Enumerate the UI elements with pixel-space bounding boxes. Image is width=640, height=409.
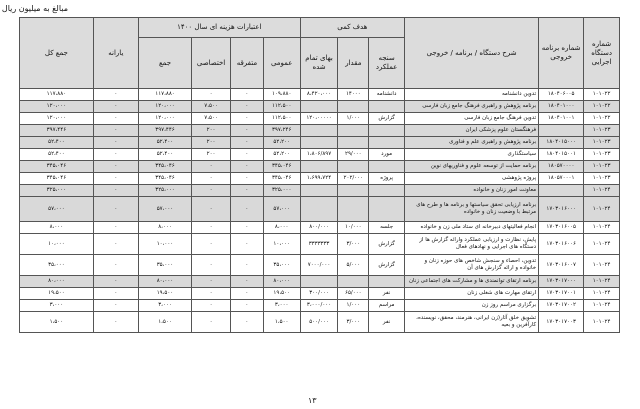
cell-misc: ۰ (231, 149, 264, 161)
cell-special: ۰ (192, 222, 231, 234)
col-credits-group: اعتبارات هزینه ای سال ۱۴۰۰ (138, 18, 300, 38)
cell-measure: گزارش (369, 255, 405, 276)
cell-subsidy: ۰ (93, 101, 138, 113)
cell-subsidy: ۰ (93, 222, 138, 234)
cell-special: ۷،۵۰۰ (192, 101, 231, 113)
cell-total: ۸۰،۰۰۰ (20, 276, 94, 288)
cell-program-code: ۱۸۰۴۰۱۰۰۱ (539, 113, 584, 125)
cell-quantity: ۳/۰۰۰ (338, 312, 369, 333)
cell-general: ۳،۰۰۰ (263, 300, 300, 312)
cell-exec-code: ۱۰۱۰۲۳ (584, 137, 620, 149)
cell-quantity: ۳/۰۰۰ (338, 234, 369, 255)
cell-special: ۰ (192, 312, 231, 333)
cell-special: ۰ (192, 161, 231, 173)
cell-subsidy: ۰ (93, 149, 138, 161)
cell-total: ۳۹۷،۴۴۶ (20, 125, 94, 137)
cell-description: برنامه حمایت از توسعه علوم و فناوریهای نوین (405, 161, 539, 173)
cell-measure: دانشنامه (369, 89, 405, 101)
cell-total: ۱۰،۰۰۰ (20, 234, 94, 255)
cell-misc: ۰ (231, 255, 264, 276)
cell-total: ۳۵،۰۰۰ (20, 255, 94, 276)
cell-measure (369, 101, 405, 113)
cell-quantity: ۱/۰۰۰ (338, 113, 369, 125)
cell-special: ۰ (192, 234, 231, 255)
col-target-group: هدف کمی (300, 18, 404, 38)
cell-program-code: ۱۸۰۴۰۶۰۰۵ (539, 89, 584, 101)
cell-exec-code: ۱۰۱۰۲۳ (584, 173, 620, 185)
cell-exec-code: ۱۰۱۰۲۴ (584, 312, 620, 333)
cell-description: برنامه پژوهش و راهبری علم و فناوری (405, 137, 539, 149)
cell-misc: ۰ (231, 101, 264, 113)
cell-program-code: ۱۸۰۵۷۰۰۰۰ (539, 161, 584, 173)
cell-special: ۰ (192, 89, 231, 101)
cell-exec-code: ۱۰۱۰۲۴ (584, 185, 620, 197)
table-row (20, 222, 620, 234)
cell-measure (369, 137, 405, 149)
cell-general: ۱۰۹،۸۸۰ (263, 89, 300, 101)
cell-quantity (338, 276, 369, 288)
table-row (20, 300, 620, 312)
cell-description: برگزاری مراسم روز زن (405, 300, 539, 312)
cell-measure (369, 161, 405, 173)
cell-misc: ۰ (231, 288, 264, 300)
cell-unit-cost (300, 137, 338, 149)
cell-description: انجام فعالیتهای دبیرخانه ای ستاد ملی زن و خانواده (405, 222, 539, 234)
cell-total: ۱۲۰،۰۰۰ (20, 101, 94, 113)
table-row (20, 161, 620, 173)
cell-sum: ۱۲۰،۰۰۰ (138, 101, 191, 113)
cell-measure: مورد (369, 149, 405, 161)
cell-quantity (338, 197, 369, 222)
cell-special: ۰ (192, 276, 231, 288)
cell-sum: ۱۹،۵۰۰ (138, 288, 191, 300)
cell-unit-cost: ۱۲۰،۰۰۰۰۰ (300, 113, 338, 125)
cell-exec-code: ۱۰۱۰۲۴ (584, 255, 620, 276)
cell-subsidy: ۰ (93, 113, 138, 125)
cell-general: ۵۲،۲۰۰ (263, 149, 300, 161)
cell-special: ۰ (192, 197, 231, 222)
cell-description: پایش، نظارت و ارزیابی عملکرد وارائه گزارش ها از دستگاه های اجرایی و نهادهای فعال (405, 234, 539, 255)
cell-unit-cost: ۱،۶۹۹،۷۲۴ (300, 173, 338, 185)
cell-total: ۵۷،۰۰۰ (20, 197, 94, 222)
cell-description: تدوین فرهنگ جامع زبان فارسی (405, 113, 539, 125)
cell-measure: نفر (369, 288, 405, 300)
cell-description: برنامه ارزیابی تحقق سیاستها و برنامه ها و طرح های مرتبط با وضعیت زنان و خانواده (405, 197, 539, 222)
cell-description: پروژه پژوهشی (405, 173, 539, 185)
cell-sum: ۵۲،۴۰۰ (138, 137, 191, 149)
cell-unit-cost (300, 197, 338, 222)
cell-program-code: ۱۷۰۳۰۱۷۰۰۳ (539, 312, 584, 333)
cell-subsidy: ۰ (93, 89, 138, 101)
cell-measure: جلسه (369, 222, 405, 234)
col-program-code: شماره برنامه خروجی (539, 18, 584, 89)
table-row (20, 125, 620, 137)
cell-measure (369, 185, 405, 197)
cell-description: برنامه ارتقای توانمندی ها و مشارکت های اجتماعی زنان (405, 276, 539, 288)
cell-subsidy: ۰ (93, 161, 138, 173)
cell-quantity (338, 137, 369, 149)
cell-subsidy: ۰ (93, 234, 138, 255)
cell-general: ۱۹،۵۰۰ (263, 288, 300, 300)
cell-total: ۸،۰۰۰ (20, 222, 94, 234)
col-total: جمع کل (20, 18, 94, 89)
cell-quantity: ۱۴۰۰۰ (338, 89, 369, 101)
cell-unit-cost (300, 185, 338, 197)
cell-program-code: ۱۷۰۳۰۱۷۰۰۰ (539, 276, 584, 288)
cell-general: ۱۰،۰۰۰ (263, 234, 300, 255)
cell-subsidy: ۰ (93, 173, 138, 185)
cell-program-code: ۱۷۰۳۰۱۶۰۰۰ (539, 197, 584, 222)
cell-quantity: ۶۵/۰۰۰ (338, 288, 369, 300)
cell-description: برنامه پژوهش و راهبری فرهنگ جامع زبان فارسی (405, 101, 539, 113)
table-body (20, 89, 620, 333)
cell-unit-cost (300, 161, 338, 173)
budget-table (19, 17, 620, 333)
cell-quantity: ۱۰/۰۰۰ (338, 222, 369, 234)
cell-misc: ۰ (231, 300, 264, 312)
cell-general: ۱۱۲،۵۰۰ (263, 101, 300, 113)
cell-special: ۰ (192, 288, 231, 300)
cell-sum: ۵۲،۴۰۰ (138, 149, 191, 161)
cell-total: ۵۲،۴۰۰ (20, 149, 94, 161)
cell-program-code: ۱۷۰۳۰۱۶۰۰۵ (539, 222, 584, 234)
cell-sum: ۳۵،۰۰۰ (138, 255, 191, 276)
cell-special: ۲۰۰ (192, 149, 231, 161)
cell-sum: ۱۰،۰۰۰ (138, 234, 191, 255)
cell-general: ۱۱۲،۵۰۰ (263, 113, 300, 125)
cell-general: ۱،۵۰۰ (263, 312, 300, 333)
cell-program-code (539, 125, 584, 137)
cell-misc: ۰ (231, 185, 264, 197)
cell-total: ۳۴۵،۰۴۶ (20, 161, 94, 173)
cell-general: ۵۲،۲۰۰ (263, 137, 300, 149)
cell-exec-code: ۱۰۱۰۲۳ (584, 149, 620, 161)
cell-unit-cost (300, 125, 338, 137)
cell-sum: ۱،۵۰۰ (138, 312, 191, 333)
table-row (20, 185, 620, 197)
col-misc: متفرقه (231, 38, 264, 89)
cell-exec-code: ۱۰۱۰۲۳ (584, 161, 620, 173)
table-row (20, 137, 620, 149)
table-row (20, 312, 620, 333)
cell-general: ۳۵،۰۰۰ (263, 255, 300, 276)
cell-misc: ۰ (231, 137, 264, 149)
cell-exec-code: ۱۰۱۰۲۴ (584, 288, 620, 300)
cell-measure: مراسم (369, 300, 405, 312)
cell-general: ۵۷،۰۰۰ (263, 197, 300, 222)
cell-sum: ۳۴۵،۰۴۶ (138, 161, 191, 173)
cell-misc: ۰ (231, 89, 264, 101)
col-special: اختصاصی (192, 38, 231, 89)
cell-total: ۳۲۵،۰۰۰ (20, 185, 94, 197)
cell-misc: ۰ (231, 222, 264, 234)
cell-description: تدوین، احصاء و سنجش شاخص های حوزه زنان و خانواده و ارائه گزارش های آن (405, 255, 539, 276)
table-row (20, 234, 620, 255)
cell-quantity: ۵/۰۰۰ (338, 255, 369, 276)
cell-program-code: ۱۷۰۳۰۱۶۰۰۷ (539, 255, 584, 276)
cell-exec-code: ۱۰۱۰۲۴ (584, 222, 620, 234)
cell-program-code: ۱۸۰۴۰۱۵۰۰۰ (539, 137, 584, 149)
cell-quantity: ۲۰۲/۰۰۰ (338, 173, 369, 185)
cell-quantity (338, 185, 369, 197)
cell-unit-cost: ۸۰۰/۰۰۰ (300, 222, 338, 234)
cell-exec-code: ۱۰۱۰۲۴ (584, 276, 620, 288)
col-measure: سنجه عملکرد (369, 38, 405, 89)
cell-misc: ۰ (231, 312, 264, 333)
cell-total: ۱،۵۰۰ (20, 312, 94, 333)
cell-sum: ۸۰،۰۰۰ (138, 276, 191, 288)
cell-sum: ۱۱۷،۸۸۰ (138, 89, 191, 101)
cell-description: ارتقای مهارت های شغلی زنان (405, 288, 539, 300)
cell-unit-cost: ۳۰۰/۰۰۰ (300, 288, 338, 300)
cell-general: ۳۴۵،۰۴۶ (263, 161, 300, 173)
cell-subsidy: ۰ (93, 137, 138, 149)
cell-general: ۸،۰۰۰ (263, 222, 300, 234)
cell-exec-code: ۱۰۱۰۲۲ (584, 89, 620, 101)
cell-description: سیاستگذاری (405, 149, 539, 161)
cell-subsidy: ۰ (93, 255, 138, 276)
cell-special: ۰ (192, 185, 231, 197)
cell-special: ۰ (192, 255, 231, 276)
cell-sum: ۳۹۷،۴۴۶ (138, 125, 191, 137)
cell-sum: ۳،۰۰۰ (138, 300, 191, 312)
cell-measure: نفر (369, 312, 405, 333)
col-unit-cost: بهای تمام شده (300, 38, 338, 89)
cell-exec-code: ۱۰۱۰۲۲ (584, 113, 620, 125)
cell-exec-code: ۱۰۱۰۲۴ (584, 300, 620, 312)
col-sum: جمع (138, 38, 191, 89)
cell-unit-cost (300, 101, 338, 113)
cell-program-code (539, 185, 584, 197)
cell-total: ۱۲۰،۰۰۰ (20, 113, 94, 125)
cell-general: ۳۴۵،۰۴۶ (263, 173, 300, 185)
cell-misc: ۰ (231, 276, 264, 288)
unit-label: مبالغ به میلیون ریال (1, 4, 68, 13)
cell-measure: گزارش (369, 234, 405, 255)
cell-misc: ۰ (231, 234, 264, 255)
cell-total: ۱۱۷،۸۸۰ (20, 89, 94, 101)
cell-total: ۳،۰۰۰ (20, 300, 94, 312)
cell-measure (369, 276, 405, 288)
cell-sum: ۵۷،۰۰۰ (138, 197, 191, 222)
table-row (20, 276, 620, 288)
cell-program-code: ۱۷۰۳۰۱۷۰۰۱ (539, 288, 584, 300)
table-row (20, 149, 620, 161)
col-description: شرح دستگاه / برنامه / خروجی (405, 18, 539, 89)
cell-unit-cost (300, 276, 338, 288)
cell-total: ۱۹،۵۰۰ (20, 288, 94, 300)
cell-misc: ۰ (231, 125, 264, 137)
cell-sum: ۱۲۰،۰۰۰ (138, 113, 191, 125)
table-row (20, 288, 620, 300)
cell-general: ۳۲۵،۰۰۰ (263, 185, 300, 197)
col-subsidy: یارانه (93, 18, 138, 89)
cell-total: ۵۲،۴۰۰ (20, 137, 94, 149)
cell-special: ۲۰۰ (192, 125, 231, 137)
cell-subsidy: ۰ (93, 300, 138, 312)
col-general: عمومی (263, 38, 300, 89)
cell-exec-code: ۱۰۱۰۲۳ (584, 125, 620, 137)
col-quantity: مقدار (338, 38, 369, 89)
cell-unit-cost: ۷۰۰۰/۰۰۰ (300, 255, 338, 276)
cell-special: ۲۰۰ (192, 137, 231, 149)
table-row (20, 197, 620, 222)
cell-sum: ۸،۰۰۰ (138, 222, 191, 234)
cell-special: ۷،۵۰۰ (192, 113, 231, 125)
cell-program-code: ۱۷۰۳۰۱۷۰۰۲ (539, 300, 584, 312)
cell-quantity: ۱/۰۰۰ (338, 300, 369, 312)
cell-program-code: ۱۸۰۴۰۱۵۰۰۱ (539, 149, 584, 161)
cell-quantity: ۲۹/۰۰۰ (338, 149, 369, 161)
table-row (20, 173, 620, 185)
cell-measure: پروژه (369, 173, 405, 185)
cell-unit-cost: ۳۳۳۳۳۳۳ (300, 234, 338, 255)
cell-description: فرهنگستان علوم پزشکی ایران (405, 125, 539, 137)
cell-misc: ۰ (231, 173, 264, 185)
cell-program-code: ۱۸۰۴۰۱۰۰۰ (539, 101, 584, 113)
table-row (20, 89, 620, 101)
cell-description: تدوین دانشنامه (405, 89, 539, 101)
cell-special: ۰ (192, 173, 231, 185)
table-row (20, 255, 620, 276)
cell-unit-cost: ۱،۸۰۶/۸۹۷ (300, 149, 338, 161)
cell-measure (369, 125, 405, 137)
cell-unit-cost: ۳،۰۰۰/۰۰۰ (300, 300, 338, 312)
cell-measure: گزارش (369, 113, 405, 125)
cell-total: ۳۴۵،۰۴۶ (20, 173, 94, 185)
cell-special: ۰ (192, 300, 231, 312)
cell-quantity (338, 161, 369, 173)
cell-program-code: ۱۸۰۵۷۰۰۰۱ (539, 173, 584, 185)
cell-sum: ۳۴۵،۰۴۶ (138, 173, 191, 185)
cell-sum: ۳۲۵،۰۰۰ (138, 185, 191, 197)
table-row (20, 101, 620, 113)
cell-subsidy: ۰ (93, 312, 138, 333)
cell-quantity (338, 125, 369, 137)
cell-exec-code: ۱۰۱۰۲۴ (584, 234, 620, 255)
cell-unit-cost: ۸،۴۲۰،۰۰۰ (300, 89, 338, 101)
cell-description: تشویق خلق آثار(زن ایرانی، هنرمند، محقق، نویسنده، کارآفرین و بعیه (405, 312, 539, 333)
cell-misc: ۰ (231, 161, 264, 173)
cell-subsidy: ۰ (93, 185, 138, 197)
cell-exec-code: ۱۰۱۰۲۲ (584, 101, 620, 113)
page-number: ۱۳ (308, 396, 317, 405)
cell-misc: ۰ (231, 197, 264, 222)
cell-description: معاونت امور زنان و خانواده (405, 185, 539, 197)
cell-quantity (338, 101, 369, 113)
cell-misc: ۰ (231, 113, 264, 125)
cell-general: ۸۰،۰۰۰ (263, 276, 300, 288)
cell-unit-cost: ۵۰۰/۰۰۰ (300, 312, 338, 333)
cell-subsidy: ۰ (93, 288, 138, 300)
cell-measure (369, 197, 405, 222)
cell-subsidy: ۰ (93, 276, 138, 288)
cell-exec-code: ۱۰۱۰۲۴ (584, 197, 620, 222)
cell-subsidy: ۰ (93, 197, 138, 222)
cell-program-code: ۱۷۰۳۰۱۶۰۰۶ (539, 234, 584, 255)
col-exec-code: شماره دستگاه اجرایی (584, 18, 620, 89)
table-row (20, 113, 620, 125)
cell-subsidy: ۰ (93, 125, 138, 137)
cell-general: ۳۹۷،۲۴۶ (263, 125, 300, 137)
